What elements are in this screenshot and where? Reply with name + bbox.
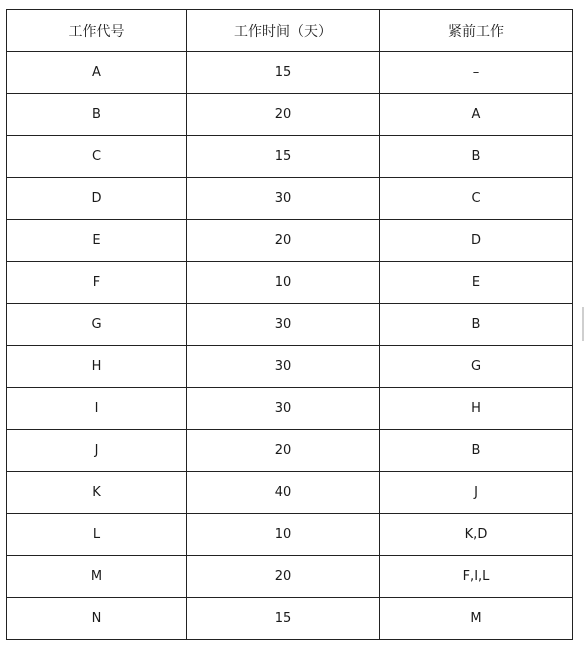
- cell-predecessor: –: [380, 52, 573, 94]
- table-row: [7, 220, 573, 262]
- cell-code: C: [7, 136, 187, 178]
- cell-duration: 15: [187, 52, 380, 94]
- cell-code: B: [7, 94, 187, 136]
- cell-predecessor: D: [380, 220, 573, 262]
- cell-code: M: [7, 556, 187, 598]
- cell-code: K: [7, 472, 187, 514]
- cell-predecessor: J: [380, 472, 573, 514]
- cell-code: F: [7, 262, 187, 304]
- cell-predecessor: H: [380, 388, 573, 430]
- table-row: [7, 514, 573, 556]
- cell-code: D: [7, 178, 187, 220]
- header-predecessor: 紧前工作: [380, 10, 573, 52]
- table-row: [7, 52, 573, 94]
- table-row: [7, 472, 573, 514]
- cell-duration: 10: [187, 262, 380, 304]
- cell-code: A: [7, 52, 187, 94]
- cell-duration: 20: [187, 94, 380, 136]
- table-row: [7, 430, 573, 472]
- cell-code: H: [7, 346, 187, 388]
- cell-duration: 20: [187, 430, 380, 472]
- cell-duration: 30: [187, 346, 380, 388]
- table-row: [7, 598, 573, 640]
- cell-duration: 40: [187, 472, 380, 514]
- work-schedule-table: [6, 9, 573, 640]
- cell-predecessor: B: [380, 304, 573, 346]
- table-row: [7, 388, 573, 430]
- table-row: [7, 178, 573, 220]
- header-work-duration: 工作时间（天）: [187, 10, 380, 52]
- cell-code: I: [7, 388, 187, 430]
- cell-predecessor: B: [380, 430, 573, 472]
- table-row: [7, 346, 573, 388]
- cell-duration: 30: [187, 388, 380, 430]
- cell-predecessor: C: [380, 178, 573, 220]
- cell-duration: 30: [187, 304, 380, 346]
- cell-predecessor: K,D: [380, 514, 573, 556]
- cell-code: E: [7, 220, 187, 262]
- cell-code: L: [7, 514, 187, 556]
- cell-predecessor: F,I,L: [380, 556, 573, 598]
- cell-predecessor: B: [380, 136, 573, 178]
- cell-predecessor: E: [380, 262, 573, 304]
- table-header-row: [7, 10, 573, 52]
- cell-predecessor: G: [380, 346, 573, 388]
- table-row: [7, 262, 573, 304]
- cell-code: J: [7, 430, 187, 472]
- cell-duration: 10: [187, 514, 380, 556]
- cell-code: N: [7, 598, 187, 640]
- cell-duration: 15: [187, 136, 380, 178]
- cell-duration: 20: [187, 220, 380, 262]
- cell-duration: 20: [187, 556, 380, 598]
- header-work-code: 工作代号: [7, 10, 187, 52]
- table-row: [7, 136, 573, 178]
- cell-duration: 15: [187, 598, 380, 640]
- cell-duration: 30: [187, 178, 380, 220]
- table-row: [7, 304, 573, 346]
- table-row: [7, 556, 573, 598]
- cell-predecessor: A: [380, 94, 573, 136]
- table-row: [7, 94, 573, 136]
- cell-predecessor: M: [380, 598, 573, 640]
- cell-code: G: [7, 304, 187, 346]
